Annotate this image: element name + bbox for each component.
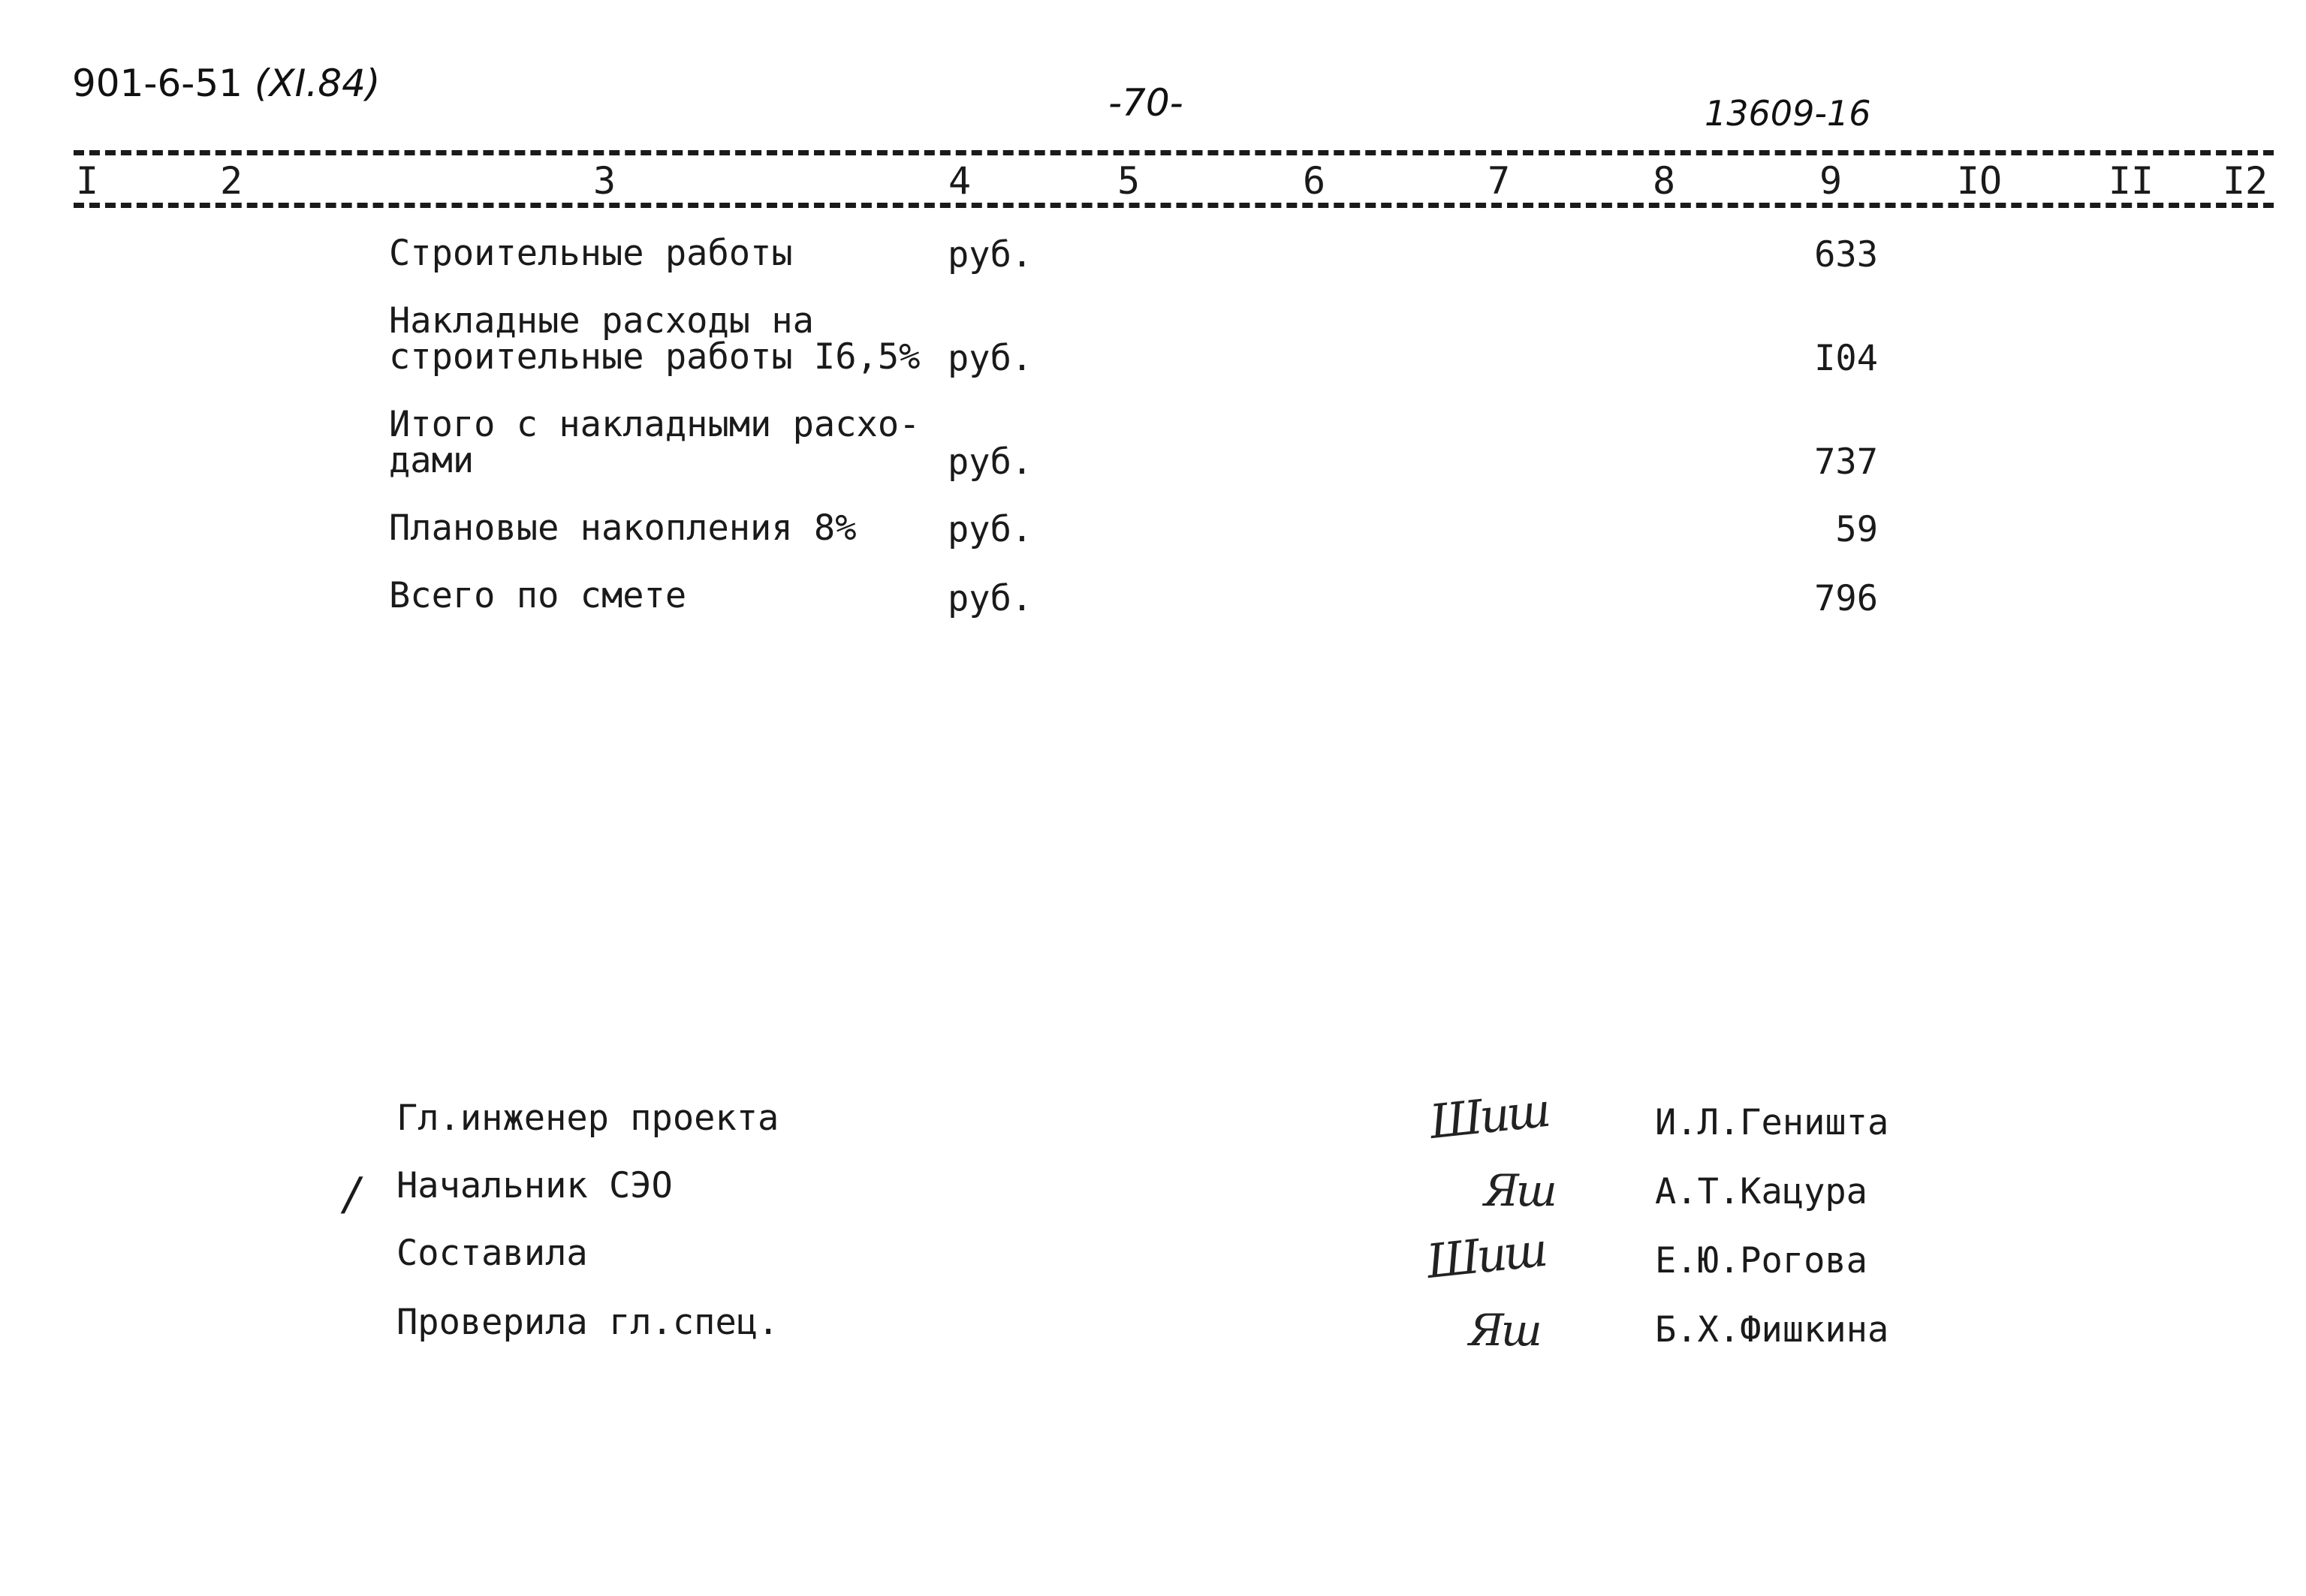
document-code xyxy=(72,62,380,105)
signer-name: Е.Ю.Рогова xyxy=(1655,1240,1867,1281)
document-code-text: 901-6-51 xyxy=(72,62,243,105)
row-value: I04 xyxy=(1814,338,1878,379)
row-value: 796 xyxy=(1814,578,1878,619)
row-label: Плановые накопления 8% xyxy=(389,507,857,549)
column-number: IO xyxy=(1956,159,2003,203)
column-number: 6 xyxy=(1302,159,1326,203)
column-number: 2 xyxy=(219,159,243,203)
row-unit: руб. xyxy=(948,234,1033,276)
signer-name: Б.Х.Фишкина xyxy=(1655,1309,1889,1351)
handwritten-signature: Шиш xyxy=(1424,1221,1548,1290)
row-unit: руб. xyxy=(948,338,1033,379)
row-value: 633 xyxy=(1814,234,1878,276)
row-unit: руб. xyxy=(948,509,1033,550)
column-number: 9 xyxy=(1819,159,1843,203)
signer-title: Гл.инженер проекта xyxy=(396,1098,779,1139)
row-label-line: дами xyxy=(389,440,475,481)
document-date: (XI.84) xyxy=(254,62,381,105)
slash-mark: / xyxy=(344,1168,360,1221)
column-number: 7 xyxy=(1487,159,1511,203)
column-number: 8 xyxy=(1652,159,1676,203)
signer-title: Проверила гл.спец. xyxy=(396,1302,779,1343)
row-unit: руб. xyxy=(948,441,1033,483)
column-number: 3 xyxy=(592,159,616,203)
row-label-line: Итого с накладными расхо- xyxy=(389,404,921,445)
column-number: 5 xyxy=(1117,159,1141,203)
signer-title: Начальник СЭО xyxy=(396,1165,673,1206)
row-label-line: Накладные расходы на xyxy=(389,300,814,342)
signer-name: И.Л.Геништа xyxy=(1655,1102,1889,1143)
row-label: Всего по смете xyxy=(389,575,687,616)
column-number: I2 xyxy=(2222,159,2268,203)
column-number: I xyxy=(75,159,99,203)
column-number: II xyxy=(2108,159,2154,203)
handwritten-signature: Яш xyxy=(1484,1165,1554,1216)
row-value: 59 xyxy=(1835,509,1878,550)
signer-name: А.Т.Кацура xyxy=(1655,1171,1867,1212)
handwritten-signature: Яш xyxy=(1469,1305,1539,1356)
signer-title: Составила xyxy=(396,1233,588,1274)
row-value: 737 xyxy=(1814,441,1878,483)
ruler-bottom-line xyxy=(74,203,2274,208)
row-unit: руб. xyxy=(948,578,1033,619)
ruler-top-line xyxy=(74,150,2274,155)
page-number: -70- xyxy=(1108,81,1183,125)
handwritten-signature: Шиш xyxy=(1427,1082,1551,1150)
row-label: Строительные работы xyxy=(389,233,793,274)
column-number: 4 xyxy=(948,159,972,203)
row-label-line: строительные работы I6,5% xyxy=(389,336,921,378)
archive-number: 13609-16 xyxy=(1705,93,1871,134)
